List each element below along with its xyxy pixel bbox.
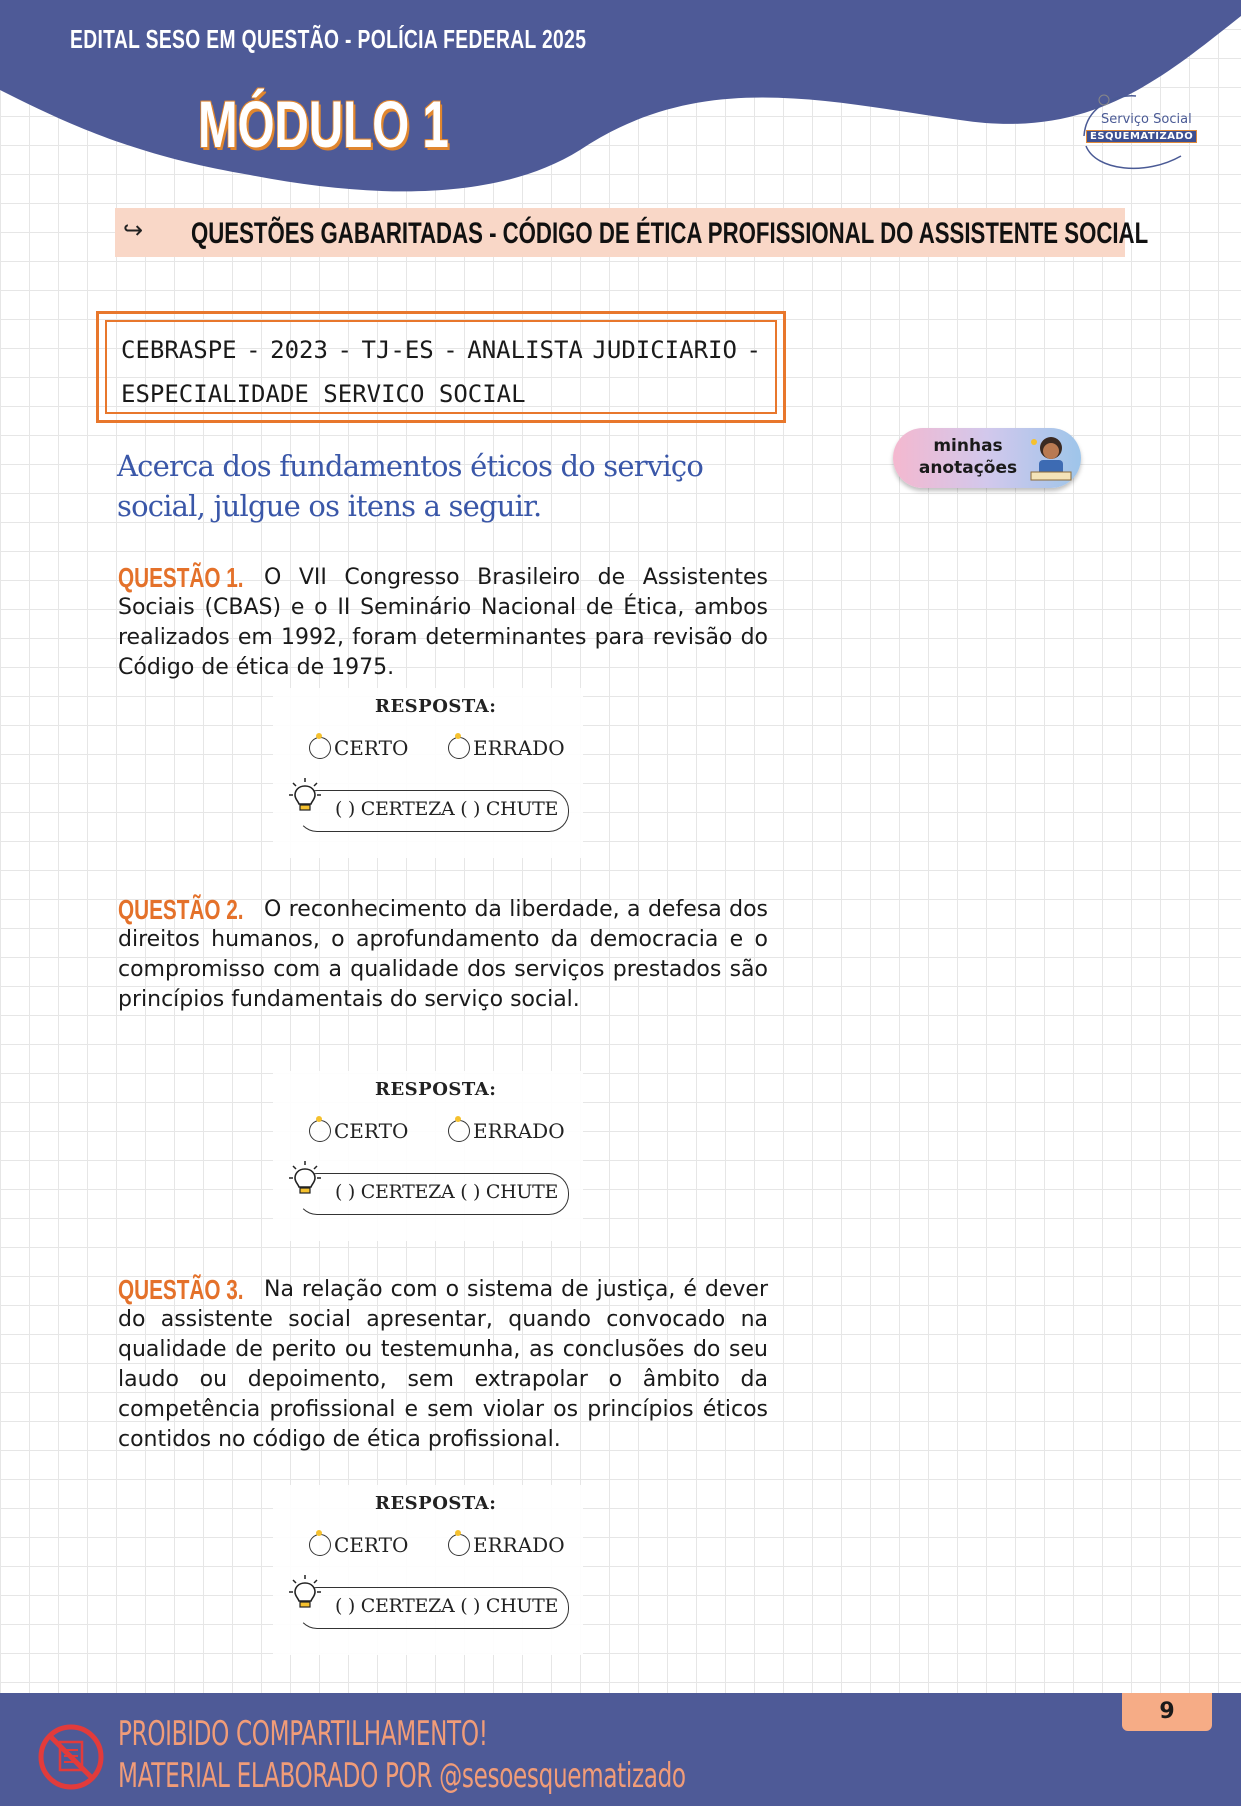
logo-text-primary: Serviço Social <box>1101 112 1192 127</box>
my-notes-label <box>913 435 1023 479</box>
exam-word: ANALISTA <box>467 336 583 364</box>
question-1-body: O VII Congresso Brasileiro de Assistentes Sociais (CBAS) e o II Seminário Nacional de Ética, ambos realizados em 1992, foram determinantes para revisão do Código de ética de 1975. <box>118 565 768 680</box>
answer-block-1 <box>273 688 583 858</box>
option-certo[interactable] <box>309 1533 408 1557</box>
page-number: 9 <box>1122 1693 1212 1731</box>
exam-info-line-2: ESPECIALIDADE SERVICO SOCIAL <box>121 380 526 408</box>
exam-word: - <box>337 336 352 364</box>
question-1-label: QUESTÃO 1. <box>118 562 244 593</box>
option-certo-label: CERTO <box>334 736 409 760</box>
exam-word: - <box>246 336 261 364</box>
section-banner <box>115 208 1149 257</box>
option-certo[interactable] <box>309 1119 408 1143</box>
option-certo[interactable] <box>309 736 408 760</box>
answer-block-2 <box>273 1071 583 1241</box>
confidence-options[interactable]: ( ) CERTEZA ( ) CHUTE <box>335 1595 559 1617</box>
question-1-text <box>118 563 768 683</box>
answer-label: RESPOSTA: <box>375 696 497 717</box>
option-errado[interactable] <box>448 736 565 760</box>
question-2-text <box>118 895 768 1015</box>
brand-logo <box>1076 86 1206 176</box>
lightbulb-icon <box>285 776 325 816</box>
answer-label: RESPOSTA: <box>375 1493 497 1514</box>
confidence-options[interactable]: ( ) CERTEZA ( ) CHUTE <box>335 798 559 820</box>
edital-title: EDITAL SESO EM QUESTÃO - POLÍCIA FEDERAL 2025 <box>70 24 587 54</box>
lightbulb-icon <box>285 1573 325 1613</box>
option-errado[interactable] <box>448 1533 565 1557</box>
answer-block-3 <box>273 1485 583 1655</box>
answer-label: RESPOSTA: <box>375 1079 497 1100</box>
my-notes-button[interactable] <box>893 428 1081 488</box>
question-3-label: QUESTÃO 3. <box>118 1274 244 1305</box>
radio-circle-icon <box>448 1534 470 1556</box>
option-certo-label: CERTO <box>334 1533 409 1557</box>
exam-info-inner-border <box>105 320 777 414</box>
radio-circle-icon <box>448 1120 470 1142</box>
module-title: MÓDULO 1 <box>198 87 449 161</box>
my-notes-label-line-1: minhas <box>933 436 1003 456</box>
no-sharing-icon <box>36 1722 106 1792</box>
curved-right-arrow-icon: ↪ <box>123 216 144 244</box>
question-3-body: Na relação com o sistema de justiça, é dever do assistente social apresentar, quando convocado na qualidade de perito ou testemunha, as conclusões do seu laudo ou depoimento, sem extrapolar o âmbito da competência profissional e sem violar os princípios éticos contidos no código de ética profissional. <box>118 1277 768 1452</box>
question-2-body: O reconhecimento da liberdade, a defesa dos direitos humanos, o aprofundamento da democracia e o compromisso com a qualidade dos serviços prestados são princípios fundamentais do serviço social. <box>118 897 768 1012</box>
exam-word: 2023 <box>270 336 328 364</box>
question-2-label: QUESTÃO 2. <box>118 894 244 925</box>
footer-credit: MATERIAL ELABORADO POR @sesoesquematizado <box>118 1756 686 1796</box>
option-errado-label: ERRADO <box>473 1119 565 1143</box>
section-title: QUESTÕES GABARITADAS - CÓDIGO DE ÉTICA PROFISSIONAL DO ASSISTENTE SOCIAL <box>191 217 1149 250</box>
intro-statement: Acerca dos fundamentos éticos do serviço social, julgue os itens a seguir. <box>117 449 703 523</box>
exam-word: CEBRASPE <box>121 336 237 364</box>
option-errado[interactable] <box>448 1119 565 1143</box>
question-3-text <box>118 1275 768 1455</box>
option-certo-label: CERTO <box>334 1119 409 1143</box>
exam-info-box <box>96 311 786 423</box>
radio-circle-icon <box>309 1534 331 1556</box>
exam-info-line-1 <box>121 336 761 364</box>
my-notes-label-line-2: anotações <box>918 458 1018 478</box>
option-errado-label: ERRADO <box>473 1533 565 1557</box>
lightbulb-icon <box>285 1159 325 1199</box>
exam-word: TJ-ES <box>361 336 434 364</box>
option-errado-label: ERRADO <box>473 736 565 760</box>
exam-word: - <box>443 336 458 364</box>
radio-circle-icon <box>448 737 470 759</box>
logo-text-secondary: ESQUEMATIZADO <box>1086 130 1197 143</box>
footer-warning: PROIBIDO COMPARTILHAMENTO! <box>118 1714 488 1754</box>
exam-word: JUDICIARIO <box>592 336 737 364</box>
radio-circle-icon <box>309 737 331 759</box>
radio-circle-icon <box>309 1120 331 1142</box>
exam-word: - <box>746 336 761 364</box>
confidence-options[interactable]: ( ) CERTEZA ( ) CHUTE <box>335 1181 559 1203</box>
student-reading-icon <box>1025 432 1077 486</box>
